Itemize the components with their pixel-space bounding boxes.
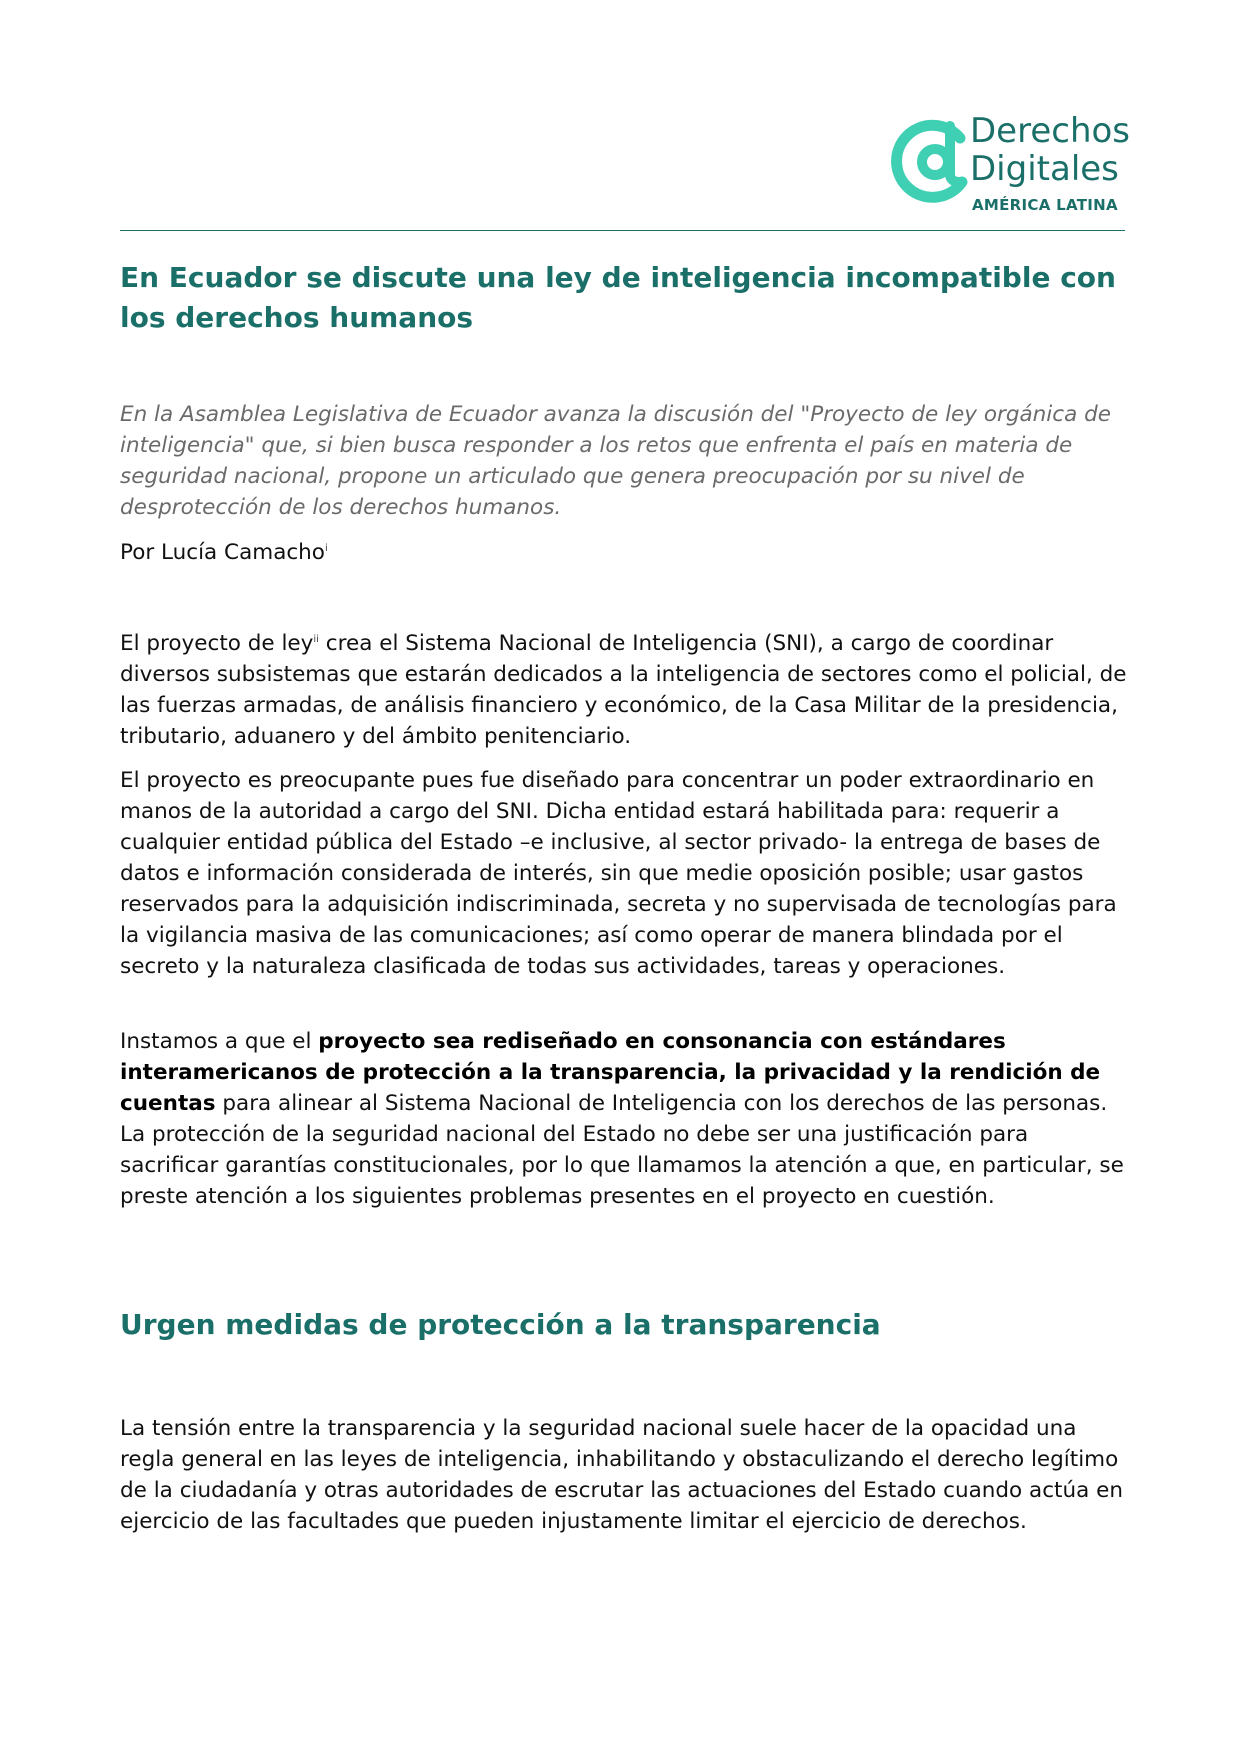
paragraph-3 [120,1026,1130,1212]
paragraph-3-emphasis: proyecto sea rediseñado en consonancia con estándares interamericanos de protección a la transparencia, la privacidad y la rendición de cuentas [120,1029,1101,1116]
header-divider [120,230,1125,231]
paragraph-4: La tensión entre la transparencia y la seguridad nacional suele hacer de la opacidad una regla general en las leyes de inteligencia, inhabilitando y obstaculizando el derecho legítimo de la ciudadanía y otras autoridades de escrutar las actuaciones del Estado cuando actúa en ejercicio de las facultades que pueden injustamente limitar el ejercicio de derechos. [120,1416,1123,1534]
paragraph-1-start: El proyecto de ley [120,631,314,656]
byline [120,537,328,568]
logo-line-derechos: Derechos [970,111,1131,151]
paragraph-1-rest: crea el Sistema Nacional de Inteligencia (SNI), a cargo de coordinar diversos subsistemas que estarán dedicados a la inteligencia de sectores como el policial, de las fuerzas armadas, de análisis financiero y económico, de la Casa Militar de la presidencia, tributario, aduanero y del ámbito penitenciario. [120,631,1127,749]
paragraph-2: El proyecto es preocupante pues fue diseñado para concentrar un poder extraordinario en manos de la autoridad a cargo del SNI. Dicha entidad estará habilitada para: requerir a cualquier entidad pública del Estado –e inclusive, al sector privado- la entrega de bases de datos e información considerada de interés, sin que medie oposición posible; usar gastos reservados para la adquisición indiscriminada, secreta y no supervisada de tecnologías para la vigilancia masiva de las comunicaciones; así como operar de manera blindada por el secreto y la naturaleza clasificada de todas sus actividades, tareas y operaciones. [120,768,1117,979]
paragraph-1 [120,628,1130,752]
lede-summary: En la Asamblea Legislativa de Ecuador avanza la discusión del "Proyecto de ley orgánica de inteligencia" que, si bien busca responder a los retos que enfrenta el país en materia de seguridad nacional, propone un articulado que genera preocupación por su nivel de desprotección de los derechos humanos. [120,402,1111,520]
paragraph-1-footnote-marker[interactable]: ii [313,633,319,645]
at-sign-logo-icon [890,116,980,206]
derechos-digitales-logo [890,112,1140,212]
paragraph-3-start: Instamos a que el [120,1029,319,1054]
section-heading-transparency: Urgen medidas de protección a la transparencia [120,1308,881,1341]
paragraph-3-rest: para alinear al Sistema Nacional de Inteligencia con los derechos de las personas. La protección de la seguridad nacional del Estado no debe ser una justificación para sacrificar garantías constitucionales, por lo que llamamos la atención a que, en particular, se preste atención a los siguientes problemas presentes en el proyecto en cuestión. [120,1091,1124,1209]
byline-text: Por Lucía Camacho [120,540,325,565]
document-title: En Ecuador se discute una ley de inteligencia incompatible con los derechos humanos [120,261,1116,334]
byline-footnote-marker[interactable]: i [324,542,328,554]
logo-wordmark [970,112,1130,214]
logo-line-region: AMÉRICA LATINA [972,196,1118,214]
logo-line-digitales: Digitales [970,149,1119,189]
